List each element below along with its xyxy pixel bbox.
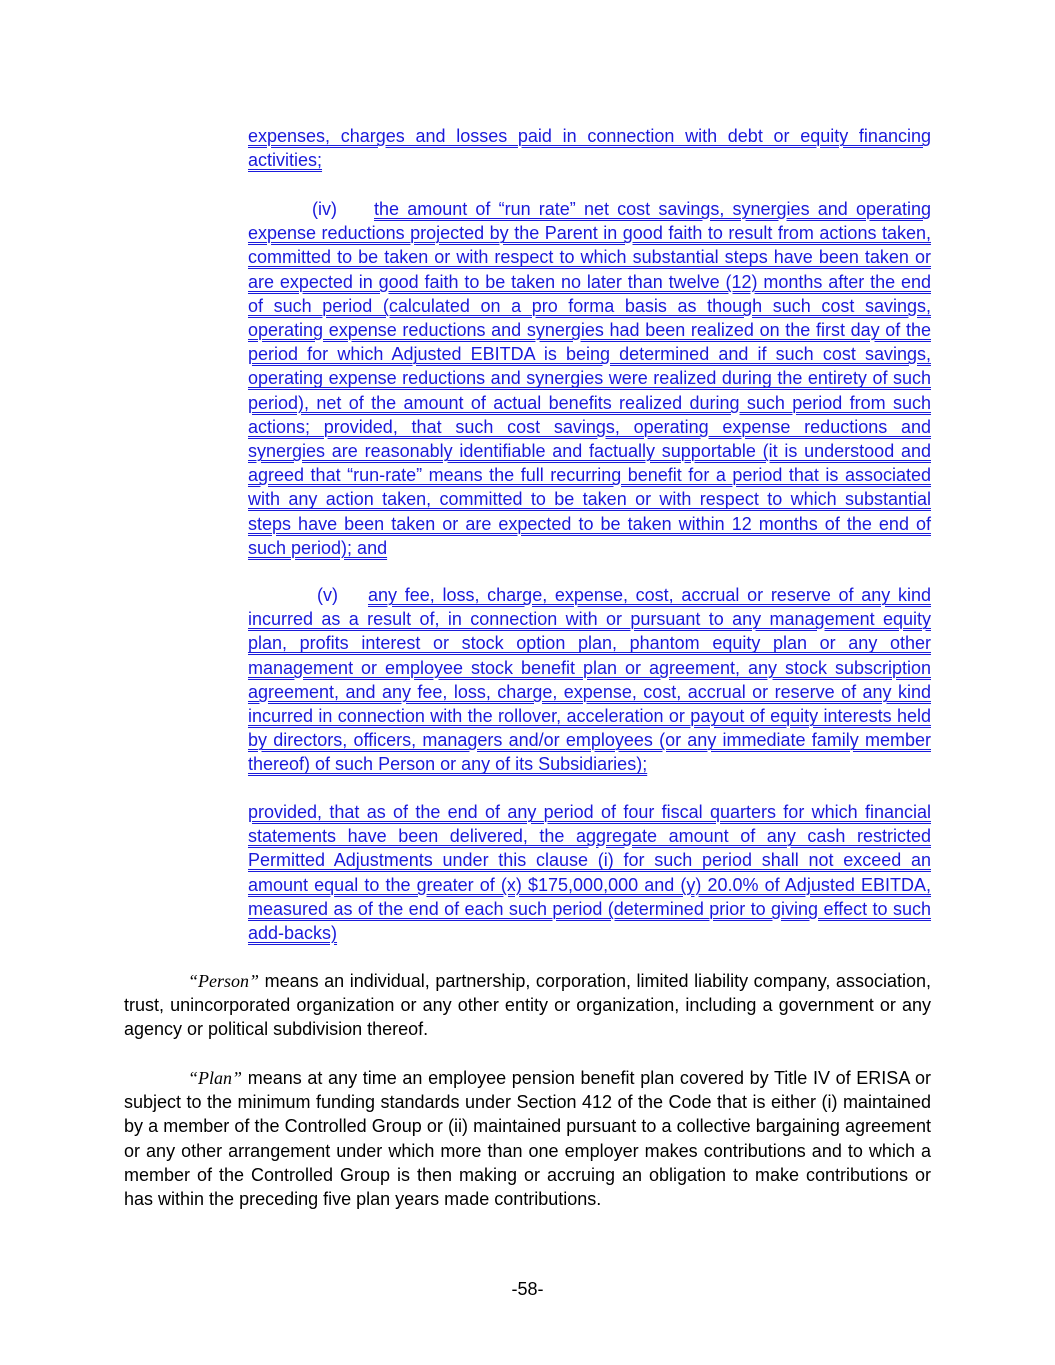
defined-term-person: “Person” bbox=[188, 971, 260, 991]
clause-iv-run-rate-savings bbox=[248, 197, 931, 560]
page-number: -58- bbox=[511, 1279, 544, 1299]
definition-plan-text: means at any time an employee pension benefit plan covered by Title IV of ERISA or subject to the minimum funding standards under Section 412 of the Code that is either (i) maintained by a member of the Controlled Group or (ii) maintained pursuant to a collective bargaining agreement or any other arrangement under which more than one employer makes contributions and to which a member of the Controlled Group is then making or accruing an obligation to make contributions or has within the preceding five plan years made contributions. bbox=[124, 1068, 931, 1210]
paragraph-financing-expenses bbox=[248, 124, 931, 172]
clause-v-equity-plan-costs bbox=[248, 583, 931, 777]
definition-person-text: means an individual, partnership, corporation, limited liability company, association, trust, unincorporated organization or any other entity or organization, including a government or any agency or political subdivision thereof. bbox=[124, 971, 931, 1040]
clause-iv-body bbox=[248, 199, 931, 558]
proviso-paragraph bbox=[248, 800, 931, 945]
definition-person bbox=[124, 969, 931, 1042]
clause-iv-number: (iv) bbox=[312, 199, 337, 219]
clause-v-number: (v) bbox=[317, 585, 338, 605]
clause-v-body bbox=[248, 585, 931, 774]
defined-term-plan: “Plan” bbox=[188, 1068, 243, 1088]
clause-v-text: any fee, loss, charge, expense, cost, accrual or reserve of any kind incurred as a result of, in connection with or pursuant to any management equity plan, profits interest or stock option plan, phantom equity plan or any other management or employee stock benefit plan or agreement, any stock subscription agreement, and any fee, loss, charge, expense, cost, accrual or reserve of any kind incurred in connection with the rollover, acceleration or payout of equity interests held by directors, officers, managers and/or employees (or any immediate family member thereof) of such Person or any of its Subsidiaries); bbox=[248, 585, 931, 775]
clause-iv-text: the amount of “run rate” net cost savings, synergies and operating expense reductions projected by the Parent in good faith to result from actions taken, committed to be taken or with respect to which substantial steps have been taken or are expected in good faith to be taken no later than twelve (12) months after the end of such period (calculated on a pro forma basis as though such cost savings, operating expense reductions and synergies had been realized on the first day of the period for which Adjusted EBITDA is being determined and if such cost savings, operating expense reductions and synergies were realized during the entirety of such period), net of the amount of actual benefits realized during such period from such actions; provided, that such cost savings, operating expense reductions and synergies are reasonably identifiable and factually supportable (it is understood and agreed that “run-rate” means the full recurring benefit for a period that is associated with any action taken, committed to be taken or with respect to which substantial steps have been taken or are expected to be taken within 12 months of the end of such period); and bbox=[248, 199, 931, 558]
definition-plan bbox=[124, 1066, 931, 1211]
proviso-text: provided, that as of the end of any period of four fiscal quarters for which financial statements have been delivered, the aggregate amount of any cash restricted Permitted Adjustments under this clause (i) for such period shall not exceed an amount equal to the greater of (x) $175,000,000 and (y) 20.0% of Adjusted EBITDA, measured as of the end of each such period (determined prior to giving effect to such add-backs) bbox=[248, 802, 931, 944]
inserted-text: expenses, charges and losses paid in connection with debt or equity financing activities; bbox=[248, 126, 931, 171]
